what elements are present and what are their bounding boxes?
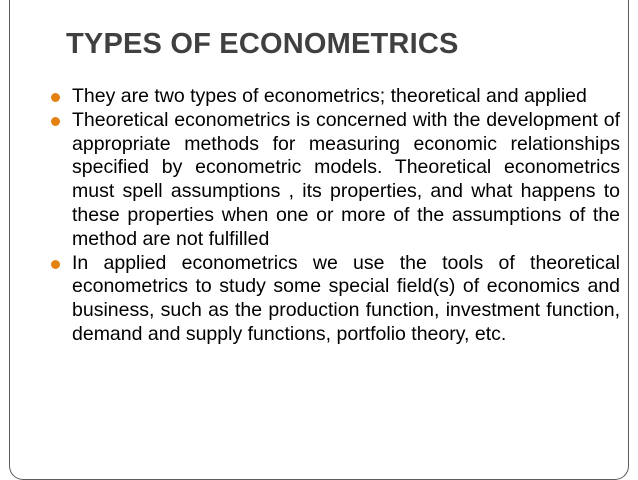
- bullet-dot-icon: [51, 117, 60, 126]
- bullet-item-applied: [72, 252, 620, 347]
- bullet-dot-icon: [51, 93, 60, 102]
- bullet-item-two-types: [72, 85, 620, 109]
- bullet-text: They are two types of econometrics; theoretical and applied: [72, 85, 587, 107]
- bullet-item-theoretical: [72, 109, 620, 252]
- slide-title: TYPES OF ECONOMETRICS: [66, 28, 459, 60]
- bullet-dot-icon: [51, 260, 60, 269]
- bullet-text: Theoretical econometrics is concerned with the development of appropriate methods for measuring economic relationships specified by econometric models. Theoretical econometrics must spell assumptions , its properties, and what happens to these properties when one or more of the assumptions of the method are not fulfilled: [72, 108, 620, 250]
- slide-frame: [9, 0, 629, 480]
- bullet-list: [72, 85, 620, 347]
- bullet-text: In applied econometrics we use the tools of theoretical econometrics to study some special field(s) of economics and business, such as the production function, investment function, demand and supply functions, portfolio theory, etc.: [72, 251, 620, 345]
